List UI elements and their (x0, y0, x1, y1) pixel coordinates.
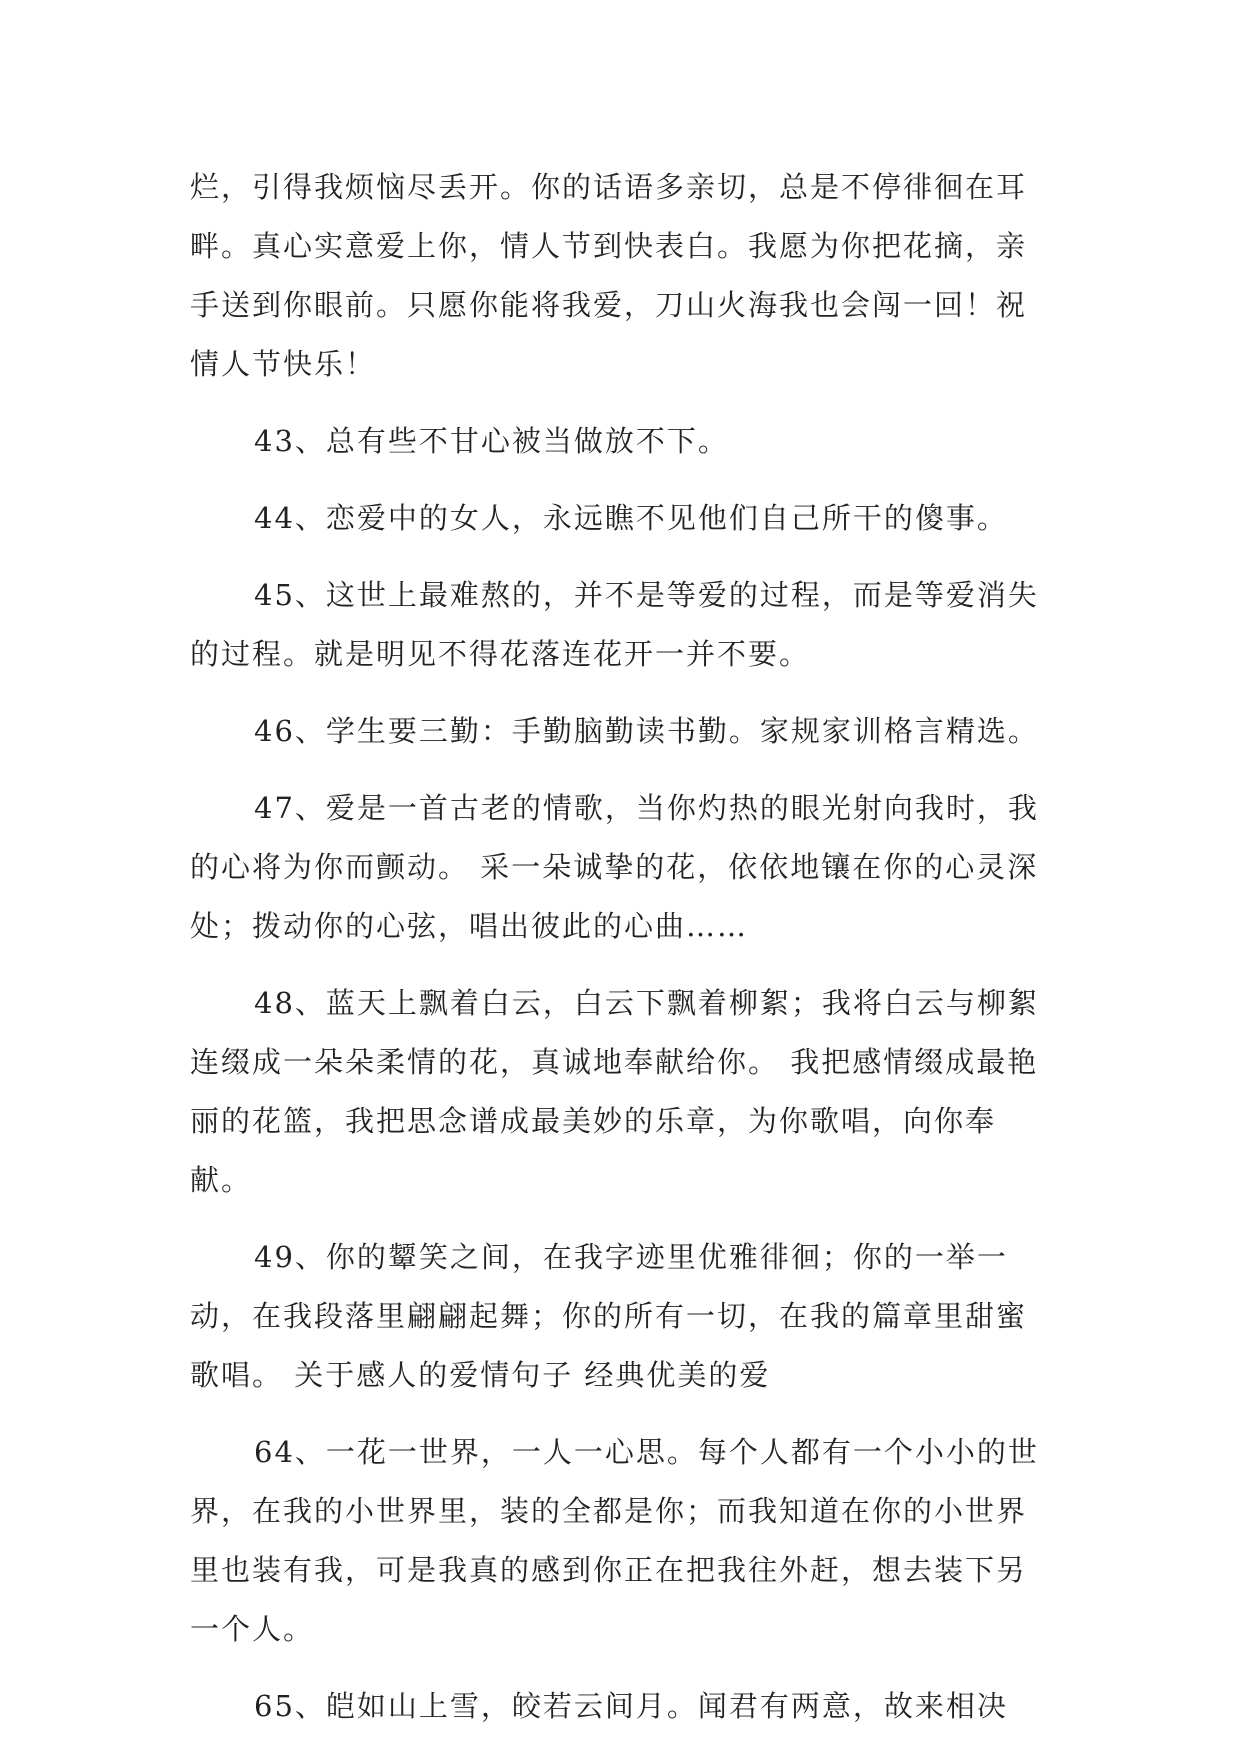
paragraph-44: 44、恋爱中的女人，永远瞧不见他们自己所干的傻事。 (254, 501, 1008, 535)
paragraph-48: 48、蓝天上飘着白云，白云下飘着柳絮；我将白云与柳絮连缀成一朵朵柔情的花，真诚地奉献给你。 我把感情缀成最艳丽的花篮，我把思念谱成最美妙的乐章，为你歌唱，向你奉献。 (190, 986, 1039, 1197)
paragraph-45: 45、这世上最难熬的，并不是等爱的过程，而是等爱消失的过程。就是明见不得花落连花开一并不要。 (190, 578, 1039, 671)
paragraph-continuation: 烂，引得我烦恼尽丢开。你的话语多亲切，总是不停徘徊在耳畔。真心实意爱上你，情人节到快表白。我愿为你把花摘，亲手送到你眼前。只愿你能将我爱，刀山火海我也会闯一回！祝情人节快乐！ (190, 170, 1028, 381)
paragraph-43: 43、总有些不甘心被当做放不下。 (254, 424, 729, 458)
paragraph-49: 49、你的颦笑之间，在我字迹里优雅徘徊；你的一举一动，在我段落里翩翩起舞；你的所有一切，在我的篇章里甜蜜歌唱。 关于感人的爱情句子 经典优美的爱 (190, 1240, 1028, 1392)
paragraph-46: 46、学生要三勤：手勤脑勤读书勤。家规家训格言精选。 (254, 714, 1039, 748)
document-body (190, 158, 1050, 1754)
paragraph-65: 65、皑如山上雪，皎若云间月。闻君有两意，故来相决 (254, 1689, 1008, 1723)
paragraph-64: 64、一花一世界，一人一心思。每个人都有一个小小的世界，在我的小世界里，装的全都是你；而我知道在你的小世界里也装有我，可是我真的感到你正在把我往外赶，想去装下另一个人。 (190, 1435, 1039, 1646)
paragraph-47: 47、爱是一首古老的情歌，当你灼热的眼光射向我时，我的心将为你而颤动。 采一朵诚挚的花，依依地镶在你的心灵深处；拨动你的心弦，唱出彼此的心曲…… (190, 791, 1039, 943)
